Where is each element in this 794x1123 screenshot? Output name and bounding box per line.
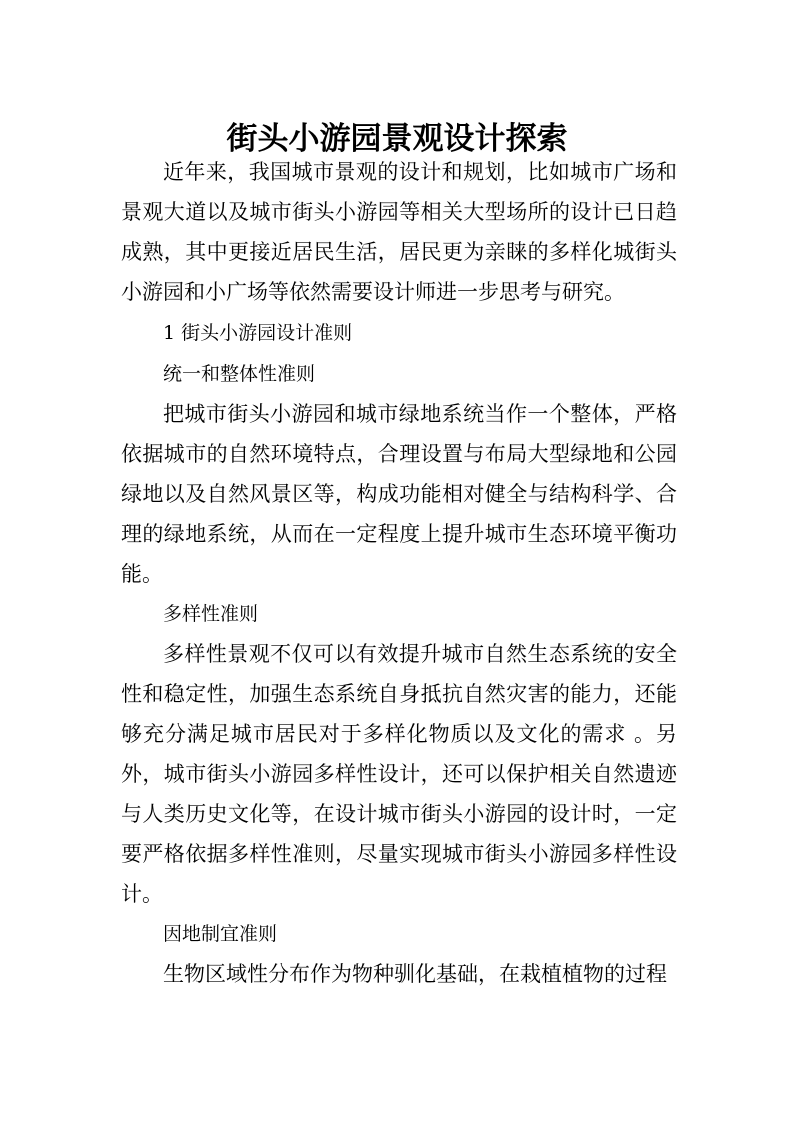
- section-heading-design-principles: 1 街头小游园设计准则: [163, 322, 353, 344]
- paragraph-local-adaptation-principle: 生物区域性分布作为物种驯化基础，在栽植植物的过程: [163, 962, 667, 986]
- document-title: 街头小游园景观设计探索: [226, 120, 568, 157]
- subheading-unity-principle: 统一和整体性准则: [163, 363, 316, 385]
- subheading-diversity-principle: 多样性准则: [163, 603, 259, 625]
- paragraph-diversity-principle: 多样性景观不仅可以有效提升城市自然生态系统的安全性和稳定性，加强生态系统自身抵抗自然灾害的能力，还能够充分满足城市居民对于多样化物质以及文化的需求 。另外，城市街头小游园多样性设计，还可以保护相关自然遗迹与人类历史文化等，在设计城市街头小游园的设计时，一定要严格依据多样性准则，尽量实现城市街头小游园多样性设计。: [121, 642, 677, 906]
- paragraph-intro: 近年来，我国城市景观的设计和规划，比如城市广场和景观大道以及城市街头小游园等相关大型场所的设计已日趋成熟，其中更接近居民生活，居民更为亲睐的多样化城街头小游园和小广场等依然需要设计师进一步思考与研究。: [121, 160, 677, 304]
- document-body: [121, 152, 677, 994]
- paragraph-unity-principle: 把城市街头小游园和城市绿地系统当作一个整体，严格依据城市的自然环境特点，合理设置与布局大型绿地和公园绿地以及自然风景区等，构成功能相对健全与结构科学、合理的绿地系统，从而在一定程度上提升城市生态环境平衡功能。: [121, 402, 677, 586]
- subheading-local-adaptation-principle: 因地制宜准则: [163, 923, 278, 945]
